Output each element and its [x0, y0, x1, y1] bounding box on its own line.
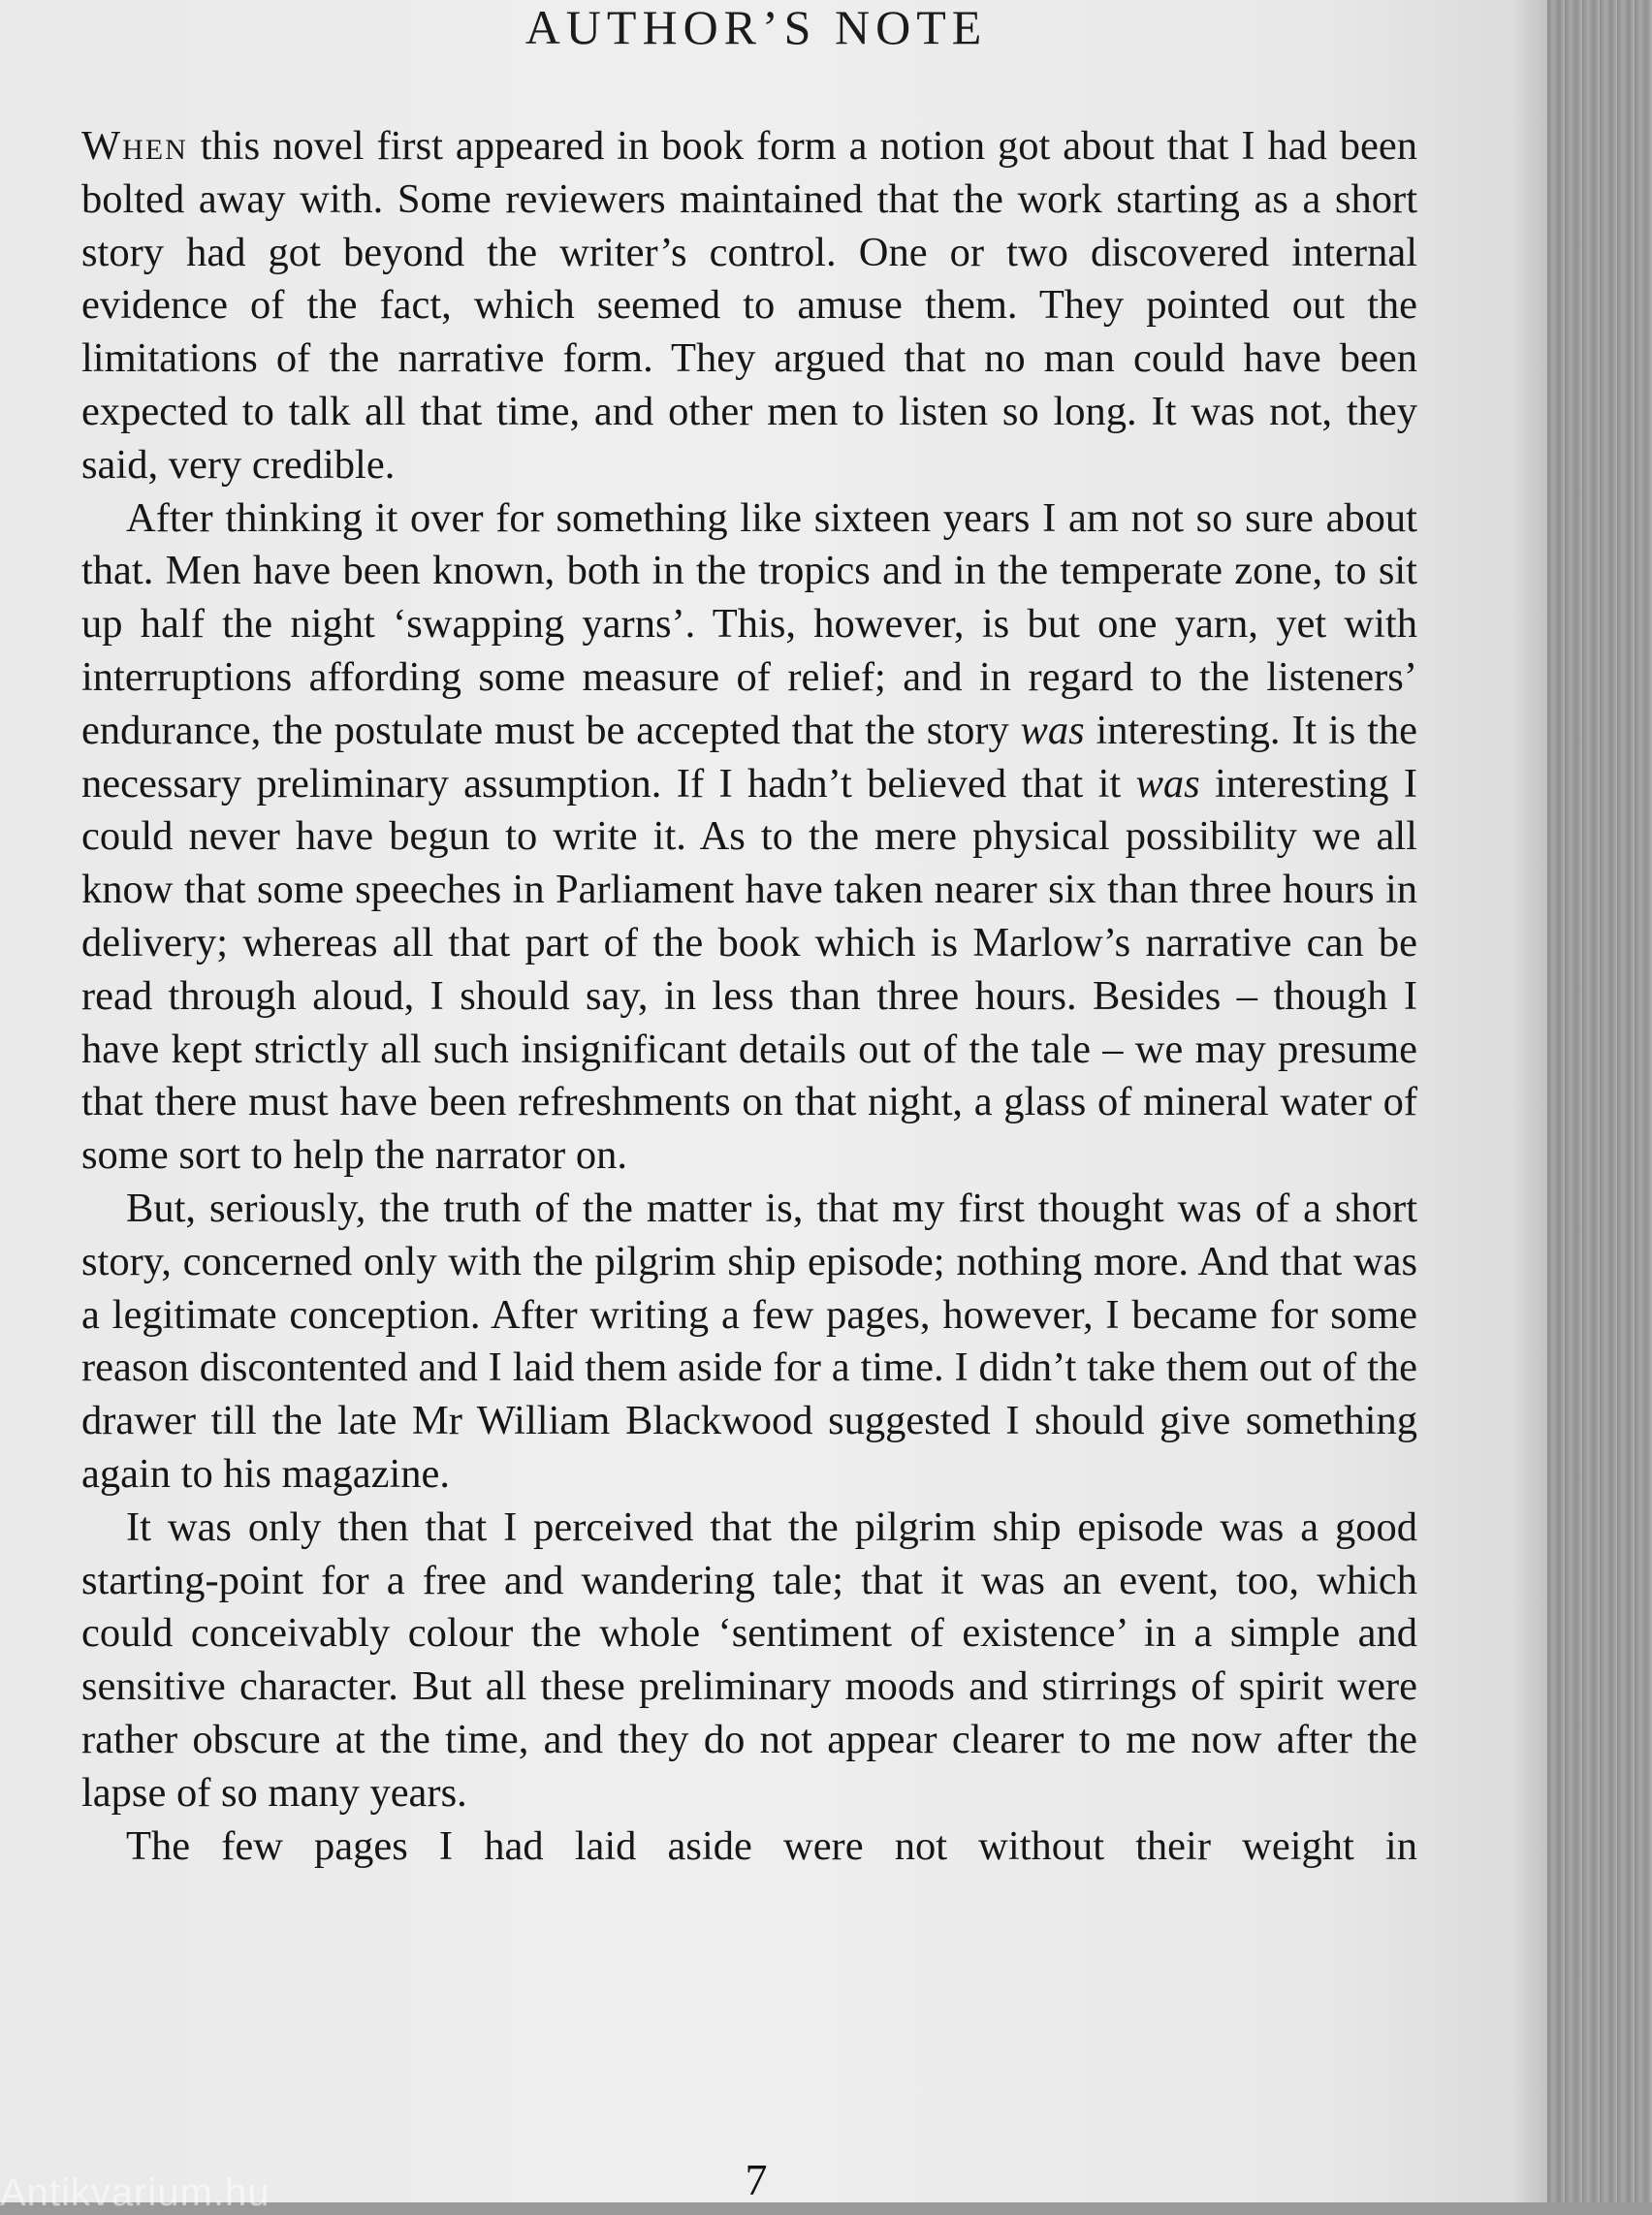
page-title: AUTHOR’S NOTE [524, 0, 988, 54]
page-number: 7 [745, 2155, 768, 2204]
paragraph-4: It was only then that I perceived that the pilgrim ship episode was a good starting-point for a free and wandering tale; that it was an event, too, which could conceivably colour the whole ‘sentiment of existence’ in a simple and sensitive character. But all these preliminary moods and stirrings of spirit were rather obscure at the time, and they do not appear clearer to me now after the lapse of so many years. [81, 1503, 1417, 1816]
paragraph-3: But, seriously, the truth of the matter is, that my first thought was of a short story, concerned only with the pilgrim ship episode; nothing more. And that was a legitimate conception. After writing a few pages, however, I became for some reason discontented and I laid them aside for a time. I didn’t take them out of the drawer till the late Mr William Blackwood suggested I should give something again to his magazine. [81, 1185, 1417, 1497]
paragraph-2-text-a: After thinking it over for something like sixteen years I am not so sure about that. Men have been known, both in the tropics and in the temperate zone, to sit up half the night ‘swapping yarns’. This, however, is but one yarn, yet with interruptions affording some measure of relief; and in regard to the listeners’ endurance, the postulate must be accepted that the story [81, 494, 1417, 753]
paragraph-1-text: this novel first appeared in book form a notion got about that I had been bolted away with. Some reviewers maintained that the work starting as a short story had got beyond the writer’s control. One or two discovered internal evidence of the fact, which seemed to amuse them. They pointed out the limitations of the narrative form. They argued that no man could have been expected to talk all that time, and other men to listen so long. It was not, they said, very credible. [81, 123, 1417, 488]
paragraph-2 [81, 492, 1417, 1183]
paragraph-1 [81, 120, 1417, 492]
page-edge-shadow [1512, 0, 1551, 2202]
emphasis-was-2: was [1135, 760, 1200, 807]
body-text [81, 120, 1417, 1873]
page-stack-edge [1547, 0, 1652, 2202]
lead-small-caps: When [81, 123, 188, 169]
emphasis-was-1: was [1020, 707, 1085, 753]
watermark: Antikvarium.hu [0, 2171, 270, 2214]
paragraph-2-text-c: interesting I could never have begun to write it. As to the mere physical possibility we all know that some speeches in Parliament have taken nearer six than three hours in delivery; whereas all that part of the book which is Marlow’s narrative can be read through aloud, I should say, in less than three hours. Besides – though I have kept strictly all such insignificant details out of the tale – we may presume that there must have been refreshments on that night, a glass of mineral water of some sort to help the narrator on. [81, 760, 1417, 1179]
paragraph-5: The few pages I had laid aside were not without their weight in [126, 1822, 1417, 1869]
paragraph-2-text-b: interesting. It is the necessary preliminary assumption. If I hadn’t believed that it [81, 707, 1417, 807]
